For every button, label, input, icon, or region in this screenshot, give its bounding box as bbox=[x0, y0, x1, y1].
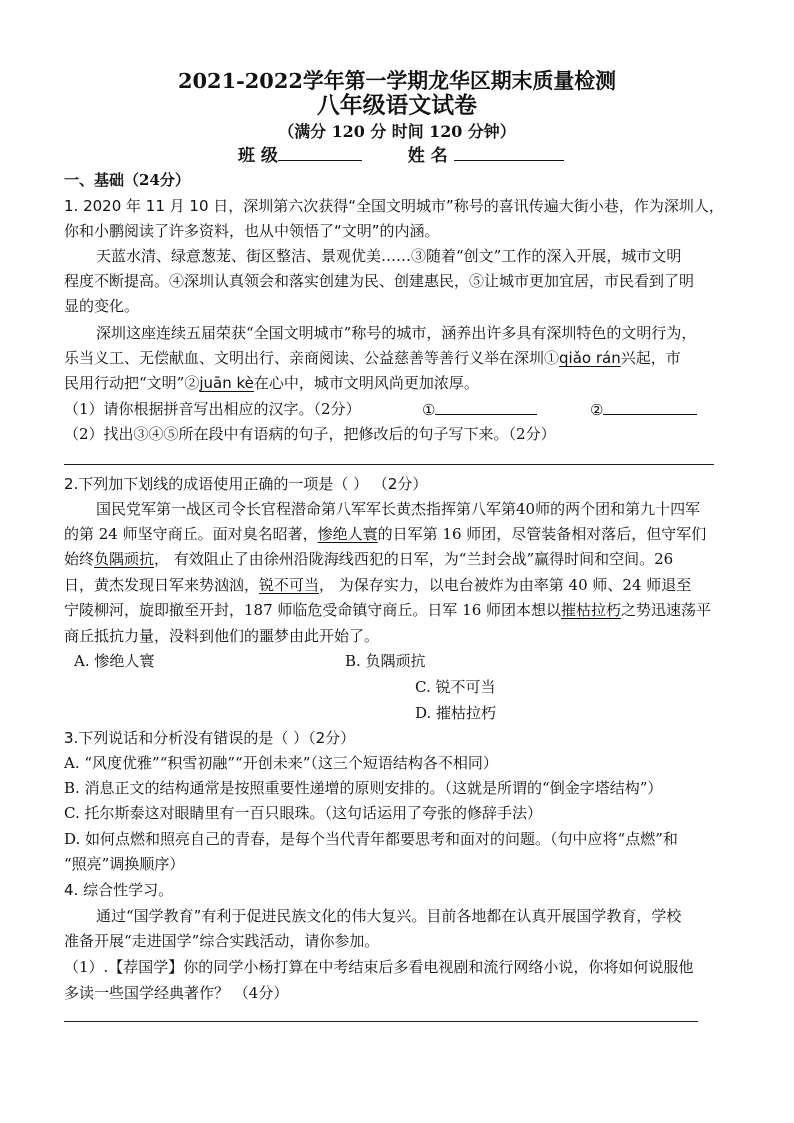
exam-score-time: （满分 120 分 时间 120 分钟） bbox=[278, 122, 516, 141]
q2-passage-line4-a: 日，黄杰发现日军来势汹汹， bbox=[64, 576, 260, 594]
q3-option-d-line2[interactable]: “照亮”调换顺序） bbox=[64, 855, 185, 873]
q1-answer-2 bbox=[590, 399, 697, 420]
pinyin-juanke: juān kè bbox=[199, 374, 254, 392]
q1-para1-line2: 程度不断提高。④深圳认真领会和落实创建为民、创建惠民，⑤让城市更加宜居，市民看到了明 bbox=[64, 272, 695, 290]
q2-option-a[interactable]: A. 惨绝人寰 bbox=[74, 652, 155, 670]
q2-passage-line2 bbox=[64, 524, 706, 544]
idiom-cuikulaxiu: 摧枯拉朽 bbox=[561, 601, 622, 619]
q1-answer-1-mark: ① bbox=[422, 401, 436, 419]
student-info-row bbox=[238, 145, 564, 167]
q2-passage-line3-b: ， 有效阻止了由徐州沿陇海线西犯的日军，为“兰封会战”赢得时间和空间。26 bbox=[154, 550, 674, 568]
q2-passage-line2-b: 的日军第 16 师团，尽管装备相对落后，但守军们 bbox=[377, 525, 707, 543]
q1-para1-line1: 天蓝水清、绿意葱茏、街区整洁、景观优美……③随着“创文”工作的深入开展，城市文明 bbox=[96, 247, 682, 265]
q3-stem: 3.下列说话和分析没有错误的是（ ）（2分） bbox=[64, 729, 356, 747]
q1-stem-line1: 1. 2020 年 11 月 10 日，深圳第六次获得“全国文明城市”称号的喜讯传遍大街小巷，作为深圳人， bbox=[64, 197, 724, 215]
q1-sub2-prompt: （2）找出③④⑤所在段中有语病的句子，把修改后的句子写下来。（2分） bbox=[64, 425, 556, 443]
q1-sub1-prompt: （1）请你根据拼音写出相应的汉字。（2分） bbox=[64, 400, 361, 418]
q1-answer-line[interactable] bbox=[64, 464, 714, 465]
q4-sub1-line2: 多读一些国学经典著作？ （4分） bbox=[64, 984, 289, 1002]
q1-answer-2-blank[interactable] bbox=[603, 399, 697, 415]
q1-para2-line2-text: 乐当义工、无偿献血、文明出行、亲商阅读、公益慈善等善行义举在深圳① bbox=[64, 349, 560, 367]
idiom-ruibukedang: 锐不可当 bbox=[259, 576, 320, 594]
q2-stem: 2.下列加下划线的成语使用正确的一项是（ ） （2分） bbox=[64, 475, 428, 493]
q1-answer-2-mark: ② bbox=[590, 401, 604, 419]
q2-passage-line3 bbox=[64, 549, 673, 569]
q1-para2-line2 bbox=[64, 348, 681, 368]
name-label: 姓 名 bbox=[407, 146, 448, 166]
q2-option-d[interactable]: D. 摧枯拉朽 bbox=[415, 704, 497, 722]
class-label: 班 级 bbox=[238, 146, 278, 166]
section-heading: 一、基础（24分） bbox=[64, 171, 190, 189]
q1-answer-1-blank[interactable] bbox=[435, 399, 537, 415]
q1-para2-line3-b: 在心中，城市文明风尚更加浓厚。 bbox=[253, 374, 479, 392]
q4-intro-line2: 准备开展“走进国学”综合实践活动，请你参加。 bbox=[64, 932, 380, 950]
q2-passage-line6: 商丘抵抗力量，没料到他们的噩梦由此开始了。 bbox=[64, 627, 380, 645]
pinyin-qiaoran: qiǎo rán bbox=[559, 349, 621, 367]
idiom-fuyuwankang: 负隅顽抗 bbox=[94, 550, 155, 568]
q2-passage-line5-a: 宁陵柳河，旋即撤至开封，187 师临危受命镇守商丘。日军 16 师团本想以 bbox=[64, 601, 562, 619]
q3-option-c[interactable]: C. 托尔斯泰这对眼睛里有一百只眼珠。（这句话运用了夸张的修辞手法） bbox=[64, 804, 542, 822]
q2-passage-line4-b: ， 为保存实力，以电台被炸为由率第 40 师、24 师退至 bbox=[319, 576, 692, 594]
q2-passage-line2-a: 的第 24 师坚守商丘。面对臭名昭著， bbox=[64, 525, 318, 543]
idiom-canjuerenhuan: 惨绝人寰 bbox=[317, 525, 378, 543]
q1-para2-line3 bbox=[64, 373, 479, 393]
q3-option-b[interactable]: B. 消息正文的结构通常是按照重要性递增的原则安排的。（这就是所谓的“倒金字塔结构”） bbox=[64, 779, 663, 797]
q2-passage-line1: 国民党军第一战区司令长官程潜命第八军军长黄杰指挥第八军第40师的两个团和第九十四军 bbox=[96, 500, 701, 518]
q1-para2-line1: 深圳这座连续五届荣获“全国文明城市”称号的城市，涵养出许多具有深圳特色的文明行为， bbox=[96, 324, 697, 342]
q4-answer-line[interactable] bbox=[64, 1021, 698, 1022]
q4-sub1-line1: （1）.【荐国学】你的同学小杨打算在中考结束后多看电视剧和流行网络小说，你将如何说服他 bbox=[64, 958, 694, 976]
q4-intro-line1: 通过“国学教育”有利于促进民族文化的伟大复兴。目前各地都在认真开展国学教育，学校 bbox=[96, 907, 682, 925]
q2-passage-line4 bbox=[64, 575, 691, 595]
q1-answer-1 bbox=[422, 399, 537, 420]
class-blank[interactable] bbox=[278, 145, 362, 161]
q1-para2-line3-a: 民用行动把“文明”② bbox=[64, 374, 200, 392]
q2-option-c[interactable]: C. 锐不可当 bbox=[415, 678, 496, 696]
q4-stem: 4. 综合性学习。 bbox=[64, 881, 174, 899]
q3-option-d-line1[interactable]: D. 如何点燃和照亮自己的青春，是每个当代青年都要思考和面对的问题。（句中应将“点燃”和 bbox=[64, 830, 678, 848]
q2-passage-line3-a: 始终 bbox=[64, 550, 95, 568]
q1-para2-line2-end: 兴起，市 bbox=[620, 349, 681, 367]
q2-passage-line5-b: 之势迅速荡平 bbox=[621, 601, 712, 619]
exam-title-line1: 2021-2022学年第一学期龙华区期末质量检测 bbox=[178, 68, 616, 93]
q1-para1-line3: 显的变化。 bbox=[64, 297, 140, 315]
q2-option-b[interactable]: B. 负隅顽抗 bbox=[345, 652, 426, 670]
q2-passage-line5 bbox=[64, 600, 711, 620]
q3-option-a[interactable]: A. “风度优雅”“积雪初融”“开创未来”（这三个短语结构各不相同） bbox=[64, 754, 498, 772]
q1-stem-line2: 你和小鹏阅读了许多资料，也从中领悟了“文明”的内涵。 bbox=[64, 222, 440, 240]
exam-title-line2: 八年级语文试卷 bbox=[316, 93, 478, 119]
name-blank[interactable] bbox=[454, 145, 564, 161]
